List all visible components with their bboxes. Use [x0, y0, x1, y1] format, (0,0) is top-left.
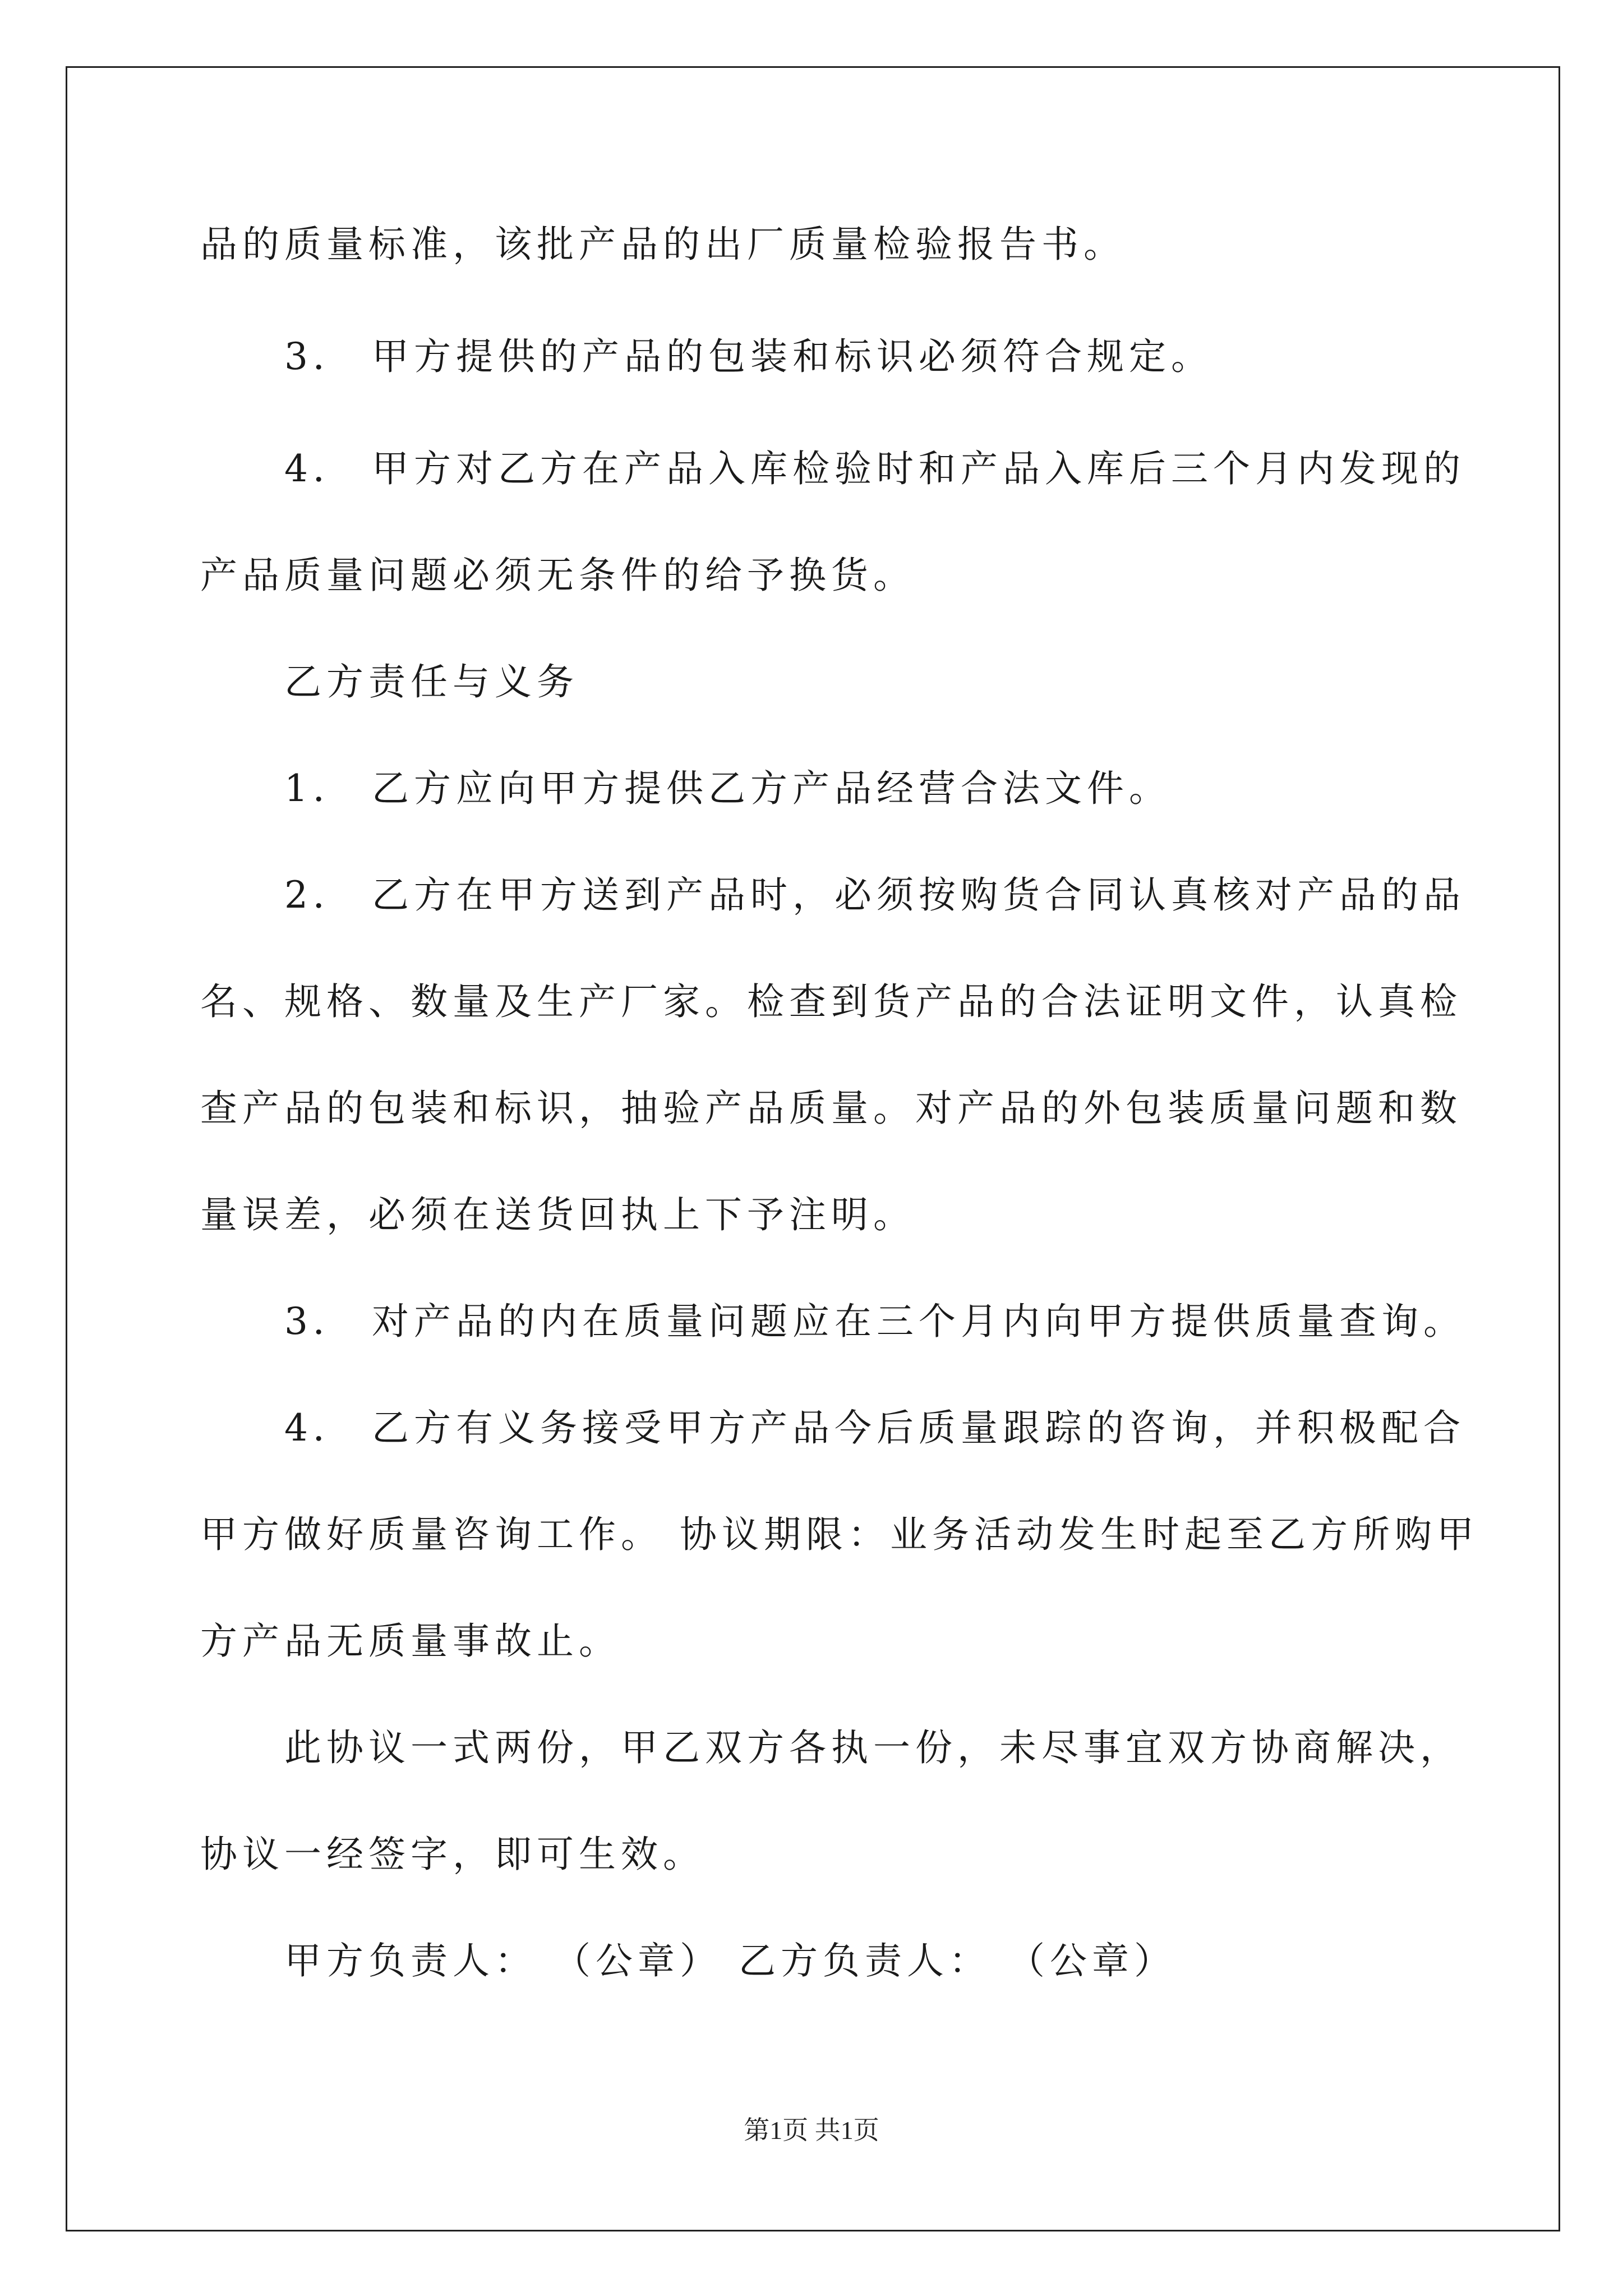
text-line: 甲方做好质量咨询工作。 协议期限：业务活动发生时起至乙方所购甲	[200, 1513, 1479, 1556]
text-line: 量误差，必须在送货回执上下予注明。	[200, 1193, 915, 1236]
text-line: 3． 对产品的内在质量问题应在三个月内向甲方提供质量查询。	[284, 1300, 1465, 1343]
text-line: 方产品无质量事故止。	[200, 1619, 621, 1663]
text-line: 产品质量问题必须无条件的给予换货。	[200, 554, 915, 597]
text-line: 4． 乙方有义务接受甲方产品今后质量跟踪的咨询，并积极配合	[284, 1406, 1465, 1450]
text-line: 3． 甲方提供的产品的包装和标识必须符合规定。	[284, 335, 1213, 378]
section-heading: 乙方责任与义务	[284, 660, 579, 703]
text-line: 2． 乙方在甲方送到产品时，必须按购货合同认真核对产品的品	[284, 873, 1465, 917]
text-line: 协议一经签字，即可生效。	[200, 1833, 705, 1876]
page-number: 第1页 共1页	[744, 2116, 879, 2145]
text-line: 查产品的包装和标识，抽验产品质量。对产品的外包装质量问题和数	[200, 1087, 1462, 1130]
page-border	[66, 66, 1560, 2231]
text-line: 品的质量标准，该批产品的出厂质量检验报告书。	[200, 223, 1126, 266]
text-line: 名、规格、数量及生产厂家。检查到货产品的合法证明文件，认真检	[200, 980, 1462, 1023]
signature-line: 甲方负责人： （公章） 乙方负责人： （公章）	[284, 1939, 1176, 1982]
text-line: 4． 甲方对乙方在产品入库检验时和产品入库后三个月内发现的	[284, 447, 1465, 490]
text-line: 此协议一式两份，甲乙双方各执一份，未尽事宜双方协商解决，	[284, 1726, 1462, 1769]
text-line: 1． 乙方应向甲方提供乙方产品经营合法文件。	[284, 767, 1171, 810]
